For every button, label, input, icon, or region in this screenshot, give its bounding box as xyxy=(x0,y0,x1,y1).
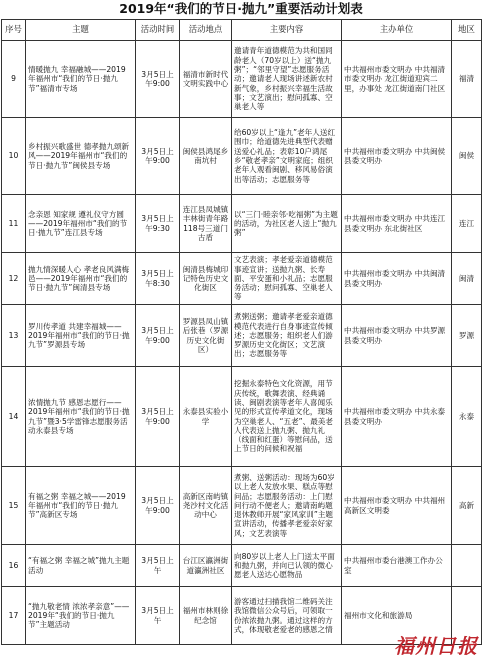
row-no: 16 xyxy=(2,545,26,587)
row-content: 煮粥送粥；邀请孝老爱亲道德模范代表进行自身事迹宣传倾述；志愿服务；组织老人们游罗源历史文化街区；文艺演出；志愿服务等 xyxy=(232,305,342,367)
row-org: 中共福州市委文明办 中共福州高新区文明委 xyxy=(342,467,452,545)
header-time: 活动时间 xyxy=(136,20,180,41)
newspaper-watermark-logo: 福州日报 xyxy=(394,634,478,658)
row-theme: “抛九敬老情 浓浓孝亲意”——2019年“我们的节日·抛九节”主题活动 xyxy=(26,587,136,645)
row-no: 14 xyxy=(2,367,26,467)
row-org: 中共福州市委台港澳工作办公室 xyxy=(342,545,452,587)
row-place: 高新区南屿镇尧沙村文化活动中心 xyxy=(180,467,232,545)
row-content: 给60岁以上“逢九”老年人送红围巾；给道德先进典型代表赠送爱心礼品；表彰10户鸿尾乡“敬老孝亲”文明家庭；组织老年人观看闽剧、移风易俗演出等活动；志愿服务等 xyxy=(232,118,342,195)
header-place: 活动地点 xyxy=(180,20,232,41)
row-region: 连江 xyxy=(452,195,482,253)
row-time: 3月5日上午8:30 xyxy=(136,253,180,305)
row-place: 永泰县实验小学 xyxy=(180,367,232,467)
row-time: 3月5日上午 xyxy=(136,545,180,587)
row-place: 罗源县凤山镇后张巷（罗源历史文化街区） xyxy=(180,305,232,367)
row-content: 挖掘永泰特色文化资源，用节庆传统，歌舞表演、经典诵读、闽剧表演等老年人喜闻乐见的形式宣传孝道文化，现场为空巢老人、“五老”、最美老人代表送上抛九粥、抛九礼（线面和红蛋）等慰问品，送上节日的问候和祝福 xyxy=(232,367,342,467)
row-region: 高新 xyxy=(452,467,482,545)
row-org: 中共福州市委文明办 中共福清市委文明办 龙江街道迎宾二里，办事处 龙江街道南门社区 xyxy=(342,41,452,118)
page-title: 2019年“我们的节日·抛九”重要活动计划表 xyxy=(119,1,363,16)
row-content: 以“三门·睦亲邻·吃福粥”为主题的活动，为社区老人送上“抛九粥” xyxy=(232,195,342,253)
row-org: 中共福州市委文明办 中共永泰县委文明办 xyxy=(342,367,452,467)
row-no: 17 xyxy=(2,587,26,645)
row-org: 福州市文化和旅游局 xyxy=(342,587,452,645)
row-time: 3月5日上午9:00 xyxy=(136,305,180,367)
row-region: 罗源 xyxy=(452,305,482,367)
row-time: 3月5日上午9:00 xyxy=(136,41,180,118)
header-no: 序号 xyxy=(2,20,26,41)
row-content: 文艺表演；孝老爱亲道德模范事迹宣讲；送抛九粥、长寿面、平安蛋和小礼品；志愿服务活动；慰问孤寡、空巢老人等 xyxy=(232,253,342,305)
row-place: 福清市新时代文明实践中心 xyxy=(180,41,232,118)
row-region: 闽侯 xyxy=(452,118,482,195)
row-content: 向80岁以上老人上门送太平面和抛九粥，并向已认领的微心愿老人送达心愿物品 xyxy=(232,545,342,587)
row-no: 10 xyxy=(2,118,26,195)
table-row xyxy=(2,545,482,587)
table-body xyxy=(2,41,482,645)
row-theme: 浓情抛九节 感恩志愿行——2019年福州市“我们的节日·抛九节”暨3·5学雷锋志愿服务活动永泰县专场 xyxy=(26,367,136,467)
table-row xyxy=(2,253,482,305)
table-row xyxy=(2,41,482,118)
table-row xyxy=(2,118,482,195)
row-content: 煮粥、送粥活动：现场为60岁以上老人发放水果、糕点等慰问品；志愿服务活动：上门慰问行动不便老人；邀请南屿题退休教师开展“家风家训”主题宣讲活动，传播孝老爱亲好家风；文艺表演等 xyxy=(232,467,342,545)
header-org: 主办单位 xyxy=(342,20,452,41)
header-theme: 主题 xyxy=(26,20,136,41)
row-theme: 情暖抛九 幸福融城——2019年福州市“我们的节日·抛九节”福清市专场 xyxy=(26,41,136,118)
row-time: 3月5日上午9:00 xyxy=(136,467,180,545)
row-time: 3月5日上午 xyxy=(136,587,180,645)
row-theme: 念亲恩 知家规 遵礼仪守方圆——2019年福州市“我们的节日·抛九节”连江县专场 xyxy=(26,195,136,253)
row-region: 闽清 xyxy=(452,253,482,305)
row-theme: 有福之粥 幸福之城——2019年福州市“我们的节日·抛九节”高新区专场 xyxy=(26,467,136,545)
header-content: 主要内容 xyxy=(232,20,342,41)
row-place: 台江区瀛洲街道瀛洲社区 xyxy=(180,545,232,587)
row-org: 中共福州市委文明办 中共罗源县委文明办 xyxy=(342,305,452,367)
row-time: 3月5日上午9:00 xyxy=(136,367,180,467)
row-no: 12 xyxy=(2,253,26,305)
row-org: 中共福州市委文明办 中共连江县委文明办 东北街社区 xyxy=(342,195,452,253)
table-header xyxy=(2,20,482,41)
row-org: 中共福州市委文明办 中共闽清县委文明办 xyxy=(342,253,452,305)
header-row xyxy=(2,20,482,41)
row-org: 中共福州市委文明办 中共闽侯县委文明办 xyxy=(342,118,452,195)
table-row xyxy=(2,467,482,545)
row-no: 13 xyxy=(2,305,26,367)
row-place: 闽清县梅城印记特色历史文化街区 xyxy=(180,253,232,305)
row-place: 连江县凤城镇丰林街青年路118号三道门古盾 xyxy=(180,195,232,253)
table-row xyxy=(2,195,482,253)
row-theme: “有福之粥 幸福之城”抛九主题活动 xyxy=(26,545,136,587)
table-row xyxy=(2,305,482,367)
row-region: 永泰 xyxy=(452,367,482,467)
row-region xyxy=(452,545,482,587)
row-theme: 抛九情深暖人心 孝老良风满梅邑——2019年福州市“我们的节日·抛九节”闽清县专场 xyxy=(26,253,136,305)
activity-table xyxy=(1,19,482,645)
row-time: 3月5日上午9:00 xyxy=(136,118,180,195)
row-place: 闽侯县鸿尾乡南坑村 xyxy=(180,118,232,195)
row-no: 9 xyxy=(2,41,26,118)
row-theme: 罗川传孝道 共建幸福城——2019年福州市“我们的节日·抛九节”罗源县专场 xyxy=(26,305,136,367)
row-region: 福清 xyxy=(452,41,482,118)
row-time: 3月5日上午9:30 xyxy=(136,195,180,253)
table-row xyxy=(2,367,482,467)
row-content: 邀请青年道德模范为共和国同龄老人（70岁以上）送“抛九粥”；“邻里守望”志愿服务活动；邀请老人现场讲述新农村新气象，乡村振兴幸福生活故事；文艺演出；慰问孤寡、空巢老人等 xyxy=(232,41,342,118)
row-no: 11 xyxy=(2,195,26,253)
header-region: 地区 xyxy=(452,20,482,41)
row-content: 游客通过扫描我馆二维码关注我馆微信公众号后，可领取一份浓浓抛九粥。通过这样的方式，体现敬老爱老的感恩之情 xyxy=(232,587,342,645)
row-theme: 乡村振兴歌盛世 德孝抛九颂新风——2019年福州市“我们的节日·抛九节”闽侯县专场 xyxy=(26,118,136,195)
row-place: 福州市林则徐纪念馆 xyxy=(180,587,232,645)
row-no: 15 xyxy=(2,467,26,545)
